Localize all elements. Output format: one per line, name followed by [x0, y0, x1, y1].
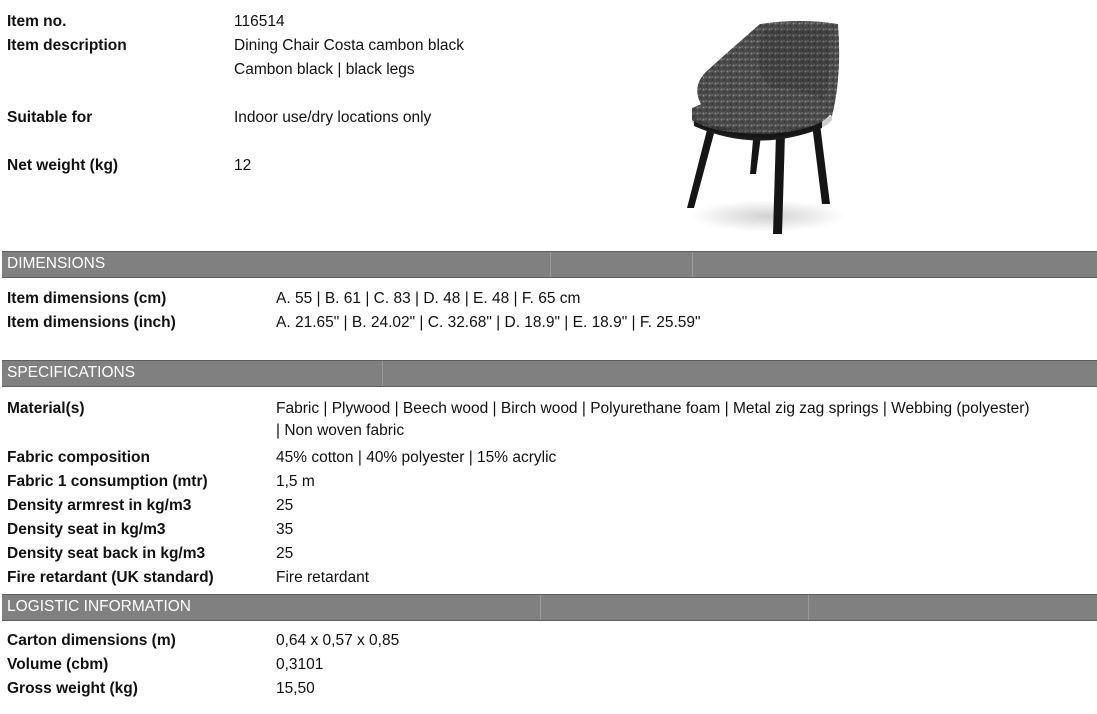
- materials-label: Material(s): [7, 400, 85, 417]
- suitable-for-label: Suitable for: [7, 109, 93, 126]
- fabric-consumption-label: Fabric 1 consumption (mtr): [7, 473, 208, 490]
- logistics-section-header: [2, 594, 1097, 621]
- volume-value: 0,3101: [276, 656, 324, 673]
- materials-value-line1: Fabric | Plywood | Beech wood | Birch wood | Polyurethane foam | Metal zig zag springs | Webbing (polyester): [276, 400, 1030, 417]
- dimensions-section-header: [2, 251, 1097, 278]
- specifications-title: SPECIFICATIONS: [7, 364, 136, 381]
- volume-label: Volume (cbm): [7, 656, 109, 673]
- fire-retardant-label: Fire retardant (UK standard): [7, 569, 214, 586]
- density-seat-value: 35: [276, 521, 294, 538]
- net-weight-label: Net weight (kg): [7, 157, 119, 174]
- dining-chair-icon: [672, 16, 852, 240]
- dimensions-inch-label: Item dimensions (inch): [7, 314, 176, 331]
- item-no-value: 116514: [234, 13, 285, 30]
- density-seat-label: Density seat in kg/m3: [7, 521, 166, 538]
- item-description-label: Item description: [7, 37, 127, 54]
- fabric-consumption-value: 1,5 m: [276, 473, 315, 490]
- fabric-composition-value: 45% cotton | 40% polyester | 15% acrylic: [276, 449, 557, 466]
- gross-weight-value: 15,50: [276, 680, 315, 697]
- density-seat-back-value: 25: [276, 545, 294, 562]
- gross-weight-label: Gross weight (kg): [7, 680, 138, 697]
- fire-retardant-value: Fire retardant: [276, 569, 370, 586]
- dimensions-title: DIMENSIONS: [7, 255, 106, 272]
- item-description-line1: Dining Chair Costa cambon black: [234, 37, 465, 54]
- materials-value-line2: | Non woven fabric: [276, 422, 405, 439]
- specifications-section-header: [2, 360, 1097, 387]
- dimensions-inch-value: A. 21.65" | B. 24.02" | C. 32.68" | D. 18.9" | E. 18.9" | F. 25.59": [276, 314, 701, 331]
- dimensions-cm-value: A. 55 | B. 61 | C. 83 | D. 48 | E. 48 | F. 65 cm: [276, 290, 581, 307]
- carton-dimensions-value: 0,64 x 0,57 x 0,85: [276, 632, 400, 649]
- product-image: [672, 16, 852, 240]
- density-armrest-value: 25: [276, 497, 294, 514]
- carton-dimensions-label: Carton dimensions (m): [7, 632, 176, 649]
- suitable-for-value: Indoor use/dry locations only: [234, 109, 432, 126]
- fabric-composition-label: Fabric composition: [7, 449, 150, 466]
- net-weight-value: 12: [234, 157, 252, 174]
- item-description-line2: Cambon black | black legs: [234, 61, 415, 78]
- density-armrest-label: Density armrest in kg/m3: [7, 497, 192, 514]
- item-no-label: Item no.: [7, 13, 67, 30]
- density-seat-back-label: Density seat back in kg/m3: [7, 545, 206, 562]
- logistics-title: LOGISTIC INFORMATION: [7, 598, 191, 615]
- dimensions-cm-label: Item dimensions (cm): [7, 290, 167, 307]
